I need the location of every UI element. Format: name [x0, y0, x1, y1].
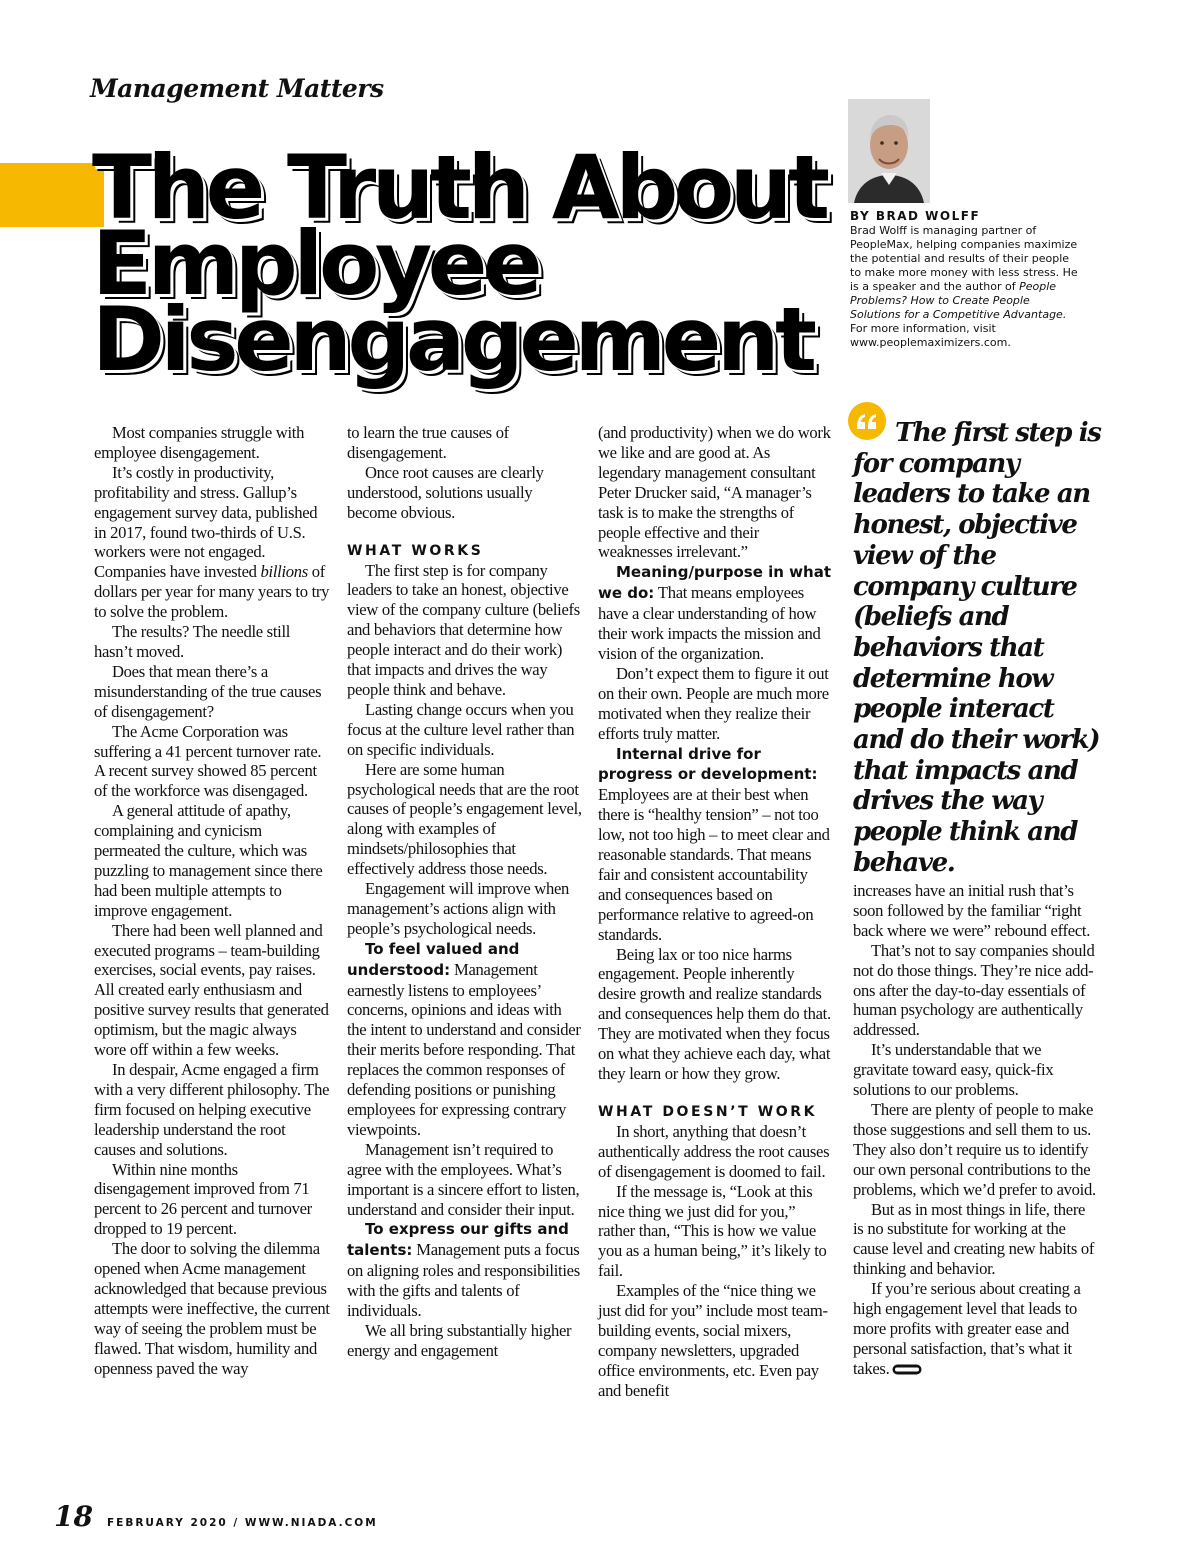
paragraph: increases have an initial rush that’s soon followed by the familiar “right back where we were” rebound effect. — [853, 881, 1091, 940]
subhead-what-works: WHAT WORKS — [347, 542, 484, 559]
paragraph: Within nine months disengagement improved from 71 percent to 26 percent and turnover dropped to 19 percent. — [94, 1159, 312, 1239]
paragraph: If the message is, “Look at this nice thing we just did for you,” rather than, “This is how we value you as a human being,” it’s likely to fail. — [598, 1181, 827, 1281]
paragraph: In short, anything that doesn’t authentically address the root causes of disengagement is doomed to fail. — [598, 1121, 830, 1181]
column-2 — [347, 423, 583, 1361]
kicker: Meaning/purpose in what we do: — [598, 563, 831, 603]
bio-outro: For more information, visit www.peoplemaximizers.com. — [850, 322, 1011, 349]
kicker: Internal drive for progress or development: — [598, 744, 818, 784]
paragraph: But as in most things in life, there is no substitute for working at the cause level and creating new habits of thinking and behavior. — [853, 1199, 1095, 1279]
headline-line-3: Disengagement — [92, 288, 813, 391]
emphasis: billions — [260, 562, 308, 582]
headline — [92, 136, 832, 391]
paragraph: Most companies struggle with employee disengagement. — [94, 423, 305, 462]
paragraph: Here are some human psychological needs that are the root causes of people’s engagement level, along with examples of mindsets/philosophies that effectively address those needs. — [347, 759, 582, 879]
text-run: Employees are at their best when there is “healthy tension” – not too low, not too high – to meet clear and reasonable standards. That means fair and consistent accountability and consequences based on performance relative to agreed-on standards. — [598, 785, 830, 944]
paragraph — [853, 1279, 1098, 1379]
text-run: It’s costly in productivity, profitability and stress. Gallup’s engagement survey data, published in 2017, found two-thirds of U.S. workers were not engaged. Companies have invested — [94, 462, 318, 582]
paragraph: It’s understandable that we gravitate toward easy, quick-fix solutions to our problems. — [853, 1040, 1054, 1100]
page-number: 18 — [54, 1500, 93, 1533]
paragraph — [347, 939, 583, 1140]
subhead-what-doesnt-work: WHAT DOESN’T WORK — [598, 1103, 818, 1120]
paragraph: Don’t expect them to figure it out on their own. People are much more motivated when they realize their efforts truly matter. — [598, 663, 829, 743]
paragraph: (and productivity) when we do work we like and are good at. As legendary management consultant Peter Drucker said, “A manager’s task is to make the strengths of people effective and their weaknesses irrelevant.” — [598, 423, 831, 562]
paragraph: Does that mean there’s a misunderstanding of the true causes of disengagement? — [94, 661, 322, 721]
paragraph: We all bring substantially higher energy and engagement — [347, 1320, 572, 1360]
paragraph: Being lax or too nice harms engagement. People inherently desire growth and realize standards and consequences help them do that. They are motivated when they focus on what they achieve each day, what they learn or how they grow. — [598, 944, 831, 1083]
paragraph: The Acme Corporation was suffering a 41 percent turnover rate. A recent survey showed 85 percent of the workforce was disengaged. — [94, 721, 322, 801]
column-4 — [853, 881, 1098, 1379]
paragraph: That’s not to say companies should not do those things. They’re nice add-ons after the day-to-day essentials of human psychology are authentically addressed. — [853, 940, 1095, 1040]
text-run: If you’re serious about creating a high engagement level that leads to more profits with greater ease and personal satisfaction, that’s what it takes. — [853, 1279, 1081, 1378]
kicker: To express our gifts and talents: — [347, 1220, 569, 1260]
text-run: That means employees have a clear understanding of how their work impacts the mission and vision of the organization. — [598, 583, 821, 663]
kicker: To feel valued and understood: — [347, 939, 520, 979]
paragraph — [347, 1219, 583, 1321]
pull-quote — [853, 418, 1103, 879]
column-3 — [598, 423, 834, 1401]
text-run: Management earnestly listens to employees’ concerns, opinions and ideas with the intent to understand and consider their merits before responding. That replaces the common responses of defending positions or punishing employees for expressing contrary viewpoints. — [347, 959, 581, 1139]
paragraph: Engagement will improve when management’s actions align with people’s psychological needs. — [347, 879, 570, 938]
text-run: Management puts a focus on aligning roles and responsibilities with the gifts and talents of individuals. — [347, 1240, 580, 1321]
author-bio — [850, 209, 1080, 350]
author-byline: BY BRAD WOLFF — [850, 209, 981, 223]
paragraph: There had been well planned and executed programs – team-building exercises, social events, pay raises. All created early enthusiasm and positive survey results that generated optimism, but the magic always wore off within a few weeks. — [94, 920, 329, 1060]
pull-quote-text: The first step is for company leaders to take an honest, objective view of the company culture (beliefs and behaviors that determine how people interact and do their work) that impacts and drives the way people think and behave. — [853, 418, 1101, 878]
author-photo — [848, 99, 930, 203]
page-footer — [54, 1500, 378, 1533]
paragraph: The first step is for company leaders to take an honest, objective view of the company culture (beliefs and behaviors that determine how people interact and do their work) that impacts and drives the way people think and behave. — [347, 560, 580, 699]
author-portrait-icon — [848, 99, 930, 203]
paragraph: A general attitude of apathy, complaining and cynicism permeated the culture, which was puzzling to management since there had been multiple attempts to improve engagement. — [94, 801, 323, 920]
paragraph: Once root causes are clearly understood, solutions usually become obvious. — [347, 462, 544, 522]
book-title: People Problems? How to Create People Solutions for a Competitive Advantage. — [850, 280, 1067, 321]
paragraph: The results? The needle still hasn’t moved. — [94, 622, 291, 661]
niada-end-mark-icon — [892, 1364, 922, 1375]
accent-bar — [0, 163, 104, 227]
paragraph: to learn the true causes of disengagement. — [347, 423, 509, 462]
paragraph: There are plenty of people to make those suggestions and sell them to us. They also don’t require us to identify our own personal contributions to the problems, which we’d prefer to avoid. — [853, 1099, 1096, 1199]
text-run: of dollars per year for many years to try to solve the problem. — [94, 562, 330, 622]
paragraph — [598, 562, 834, 664]
paragraph — [598, 744, 834, 945]
paragraph: Lasting change occurs when you focus at the culture level rather than on specific individuals. — [347, 699, 575, 759]
footer-issue: FEBRUARY 2020 / WWW.NIADA.COM — [106, 1517, 378, 1529]
headline-line-1: The Truth About — [92, 136, 826, 239]
paragraph: Examples of the “nice thing we just did for you” include most team-building events, social mixers, company newsletters, upgraded office environments, etc. Even pay and benefit — [598, 1281, 828, 1400]
author-bio-text — [850, 224, 1080, 350]
paragraph: The door to solving the dilemma opened when Acme management acknowledged that because previous attempts were ineffective, the current way of seeing the problem must be flawed. That wisdom, humility and openness paved the way — [94, 1239, 330, 1378]
section-label: Management Matters — [90, 74, 384, 103]
bio-intro: Brad Wolff is managing partner of PeopleMax, helping companies maximize the potential and results of their people to make more money with less stress. He is a speaker and the author of — [850, 224, 1078, 293]
column-1 — [94, 423, 330, 1379]
paragraph: Management isn’t required to agree with the employees. What’s important is a sincere effort to listen, understand and consider their input. — [347, 1139, 580, 1219]
headline-line-2: Employee — [92, 212, 539, 315]
paragraph: In despair, Acme engaged a firm with a very different philosophy. The firm focused on helping executive leadership understand the root causes and solutions. — [94, 1060, 330, 1159]
paragraph — [94, 463, 330, 622]
